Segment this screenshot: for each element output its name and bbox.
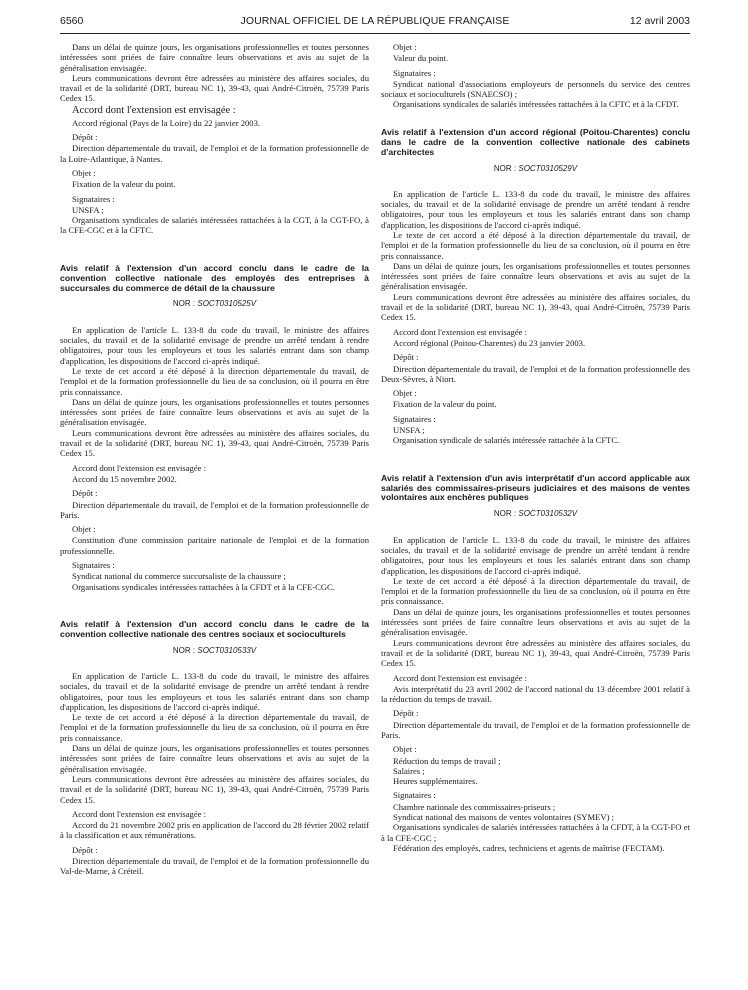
paragraph: Le texte de cet accord a été déposé à la direction départementale du travail, de l'emploi et de la formation professionnelle du lieu de sa conclusion, où il pourra en être pris connaissance. [381, 575, 690, 607]
spacer [381, 110, 690, 128]
paragraph: En application de l'article L. 133-8 du code du travail, le ministre des affaires sociales, du travail et de la solidarité envisage de prendre un arrêté tendant à rendre obligatoires, pour tous les employeurs et tous les salariés entrant dans son champ d'application, les dispositions de l'accord ci-après indiqué. [381, 534, 690, 576]
accord-value: Accord régional (Poitou-Charentes) du 23 janvier 2003. [393, 337, 586, 348]
nor-label: NOR : [493, 163, 517, 173]
paragraph: Dans un délai de quinze jours, les organisations professionnelles et toutes personnes intéressées sont priées de faire connaître leurs observations et avis au sujet de la généralisation envisagée. [60, 743, 369, 774]
objet-value: Salaires ; [393, 765, 425, 776]
objet-label: Objet : [72, 167, 96, 178]
depot-label: Dépôt : [72, 132, 98, 143]
nor-reference [60, 299, 369, 309]
accord-value: Avis interprétatif du 23 avril 2002 de l'accord national du 13 décembre 2001 relatif à la réduction du temps de travail. [381, 683, 690, 705]
avis-commissaires-priseurs [381, 474, 690, 854]
depot-value: Direction départementale du travail, de l'emploi et de la formation professionnelle de Paris. [381, 719, 690, 740]
objet-label: Objet : [393, 42, 417, 52]
page-number: 6560 [60, 15, 84, 27]
right-column [381, 42, 690, 853]
objet-value: Constitution d'une commission paritaire nationale de l'emploi et de la formation professionnelle. [60, 535, 369, 556]
signataire: Organisations syndicales de salariés intéressées rattachées à la CFTC et à la CFDT. [393, 99, 679, 110]
signataire: Organisations syndicales de salariés intéressées rattachées à la CGT, à la CGT-FO, à la CFE-CGC et à la CFTC. [60, 215, 369, 236]
objet-label: Objet : [72, 524, 96, 535]
nor-reference [381, 509, 690, 519]
signataire: Syndicat national des maisons de ventes volontaires (SYMEV) ; [393, 812, 615, 823]
objet-value: Réduction du temps de travail ; [393, 755, 501, 766]
avis-chaussure [60, 264, 369, 592]
depot-value: Direction départementale du travail, de l'emploi et de la formation professionnelle du Val-de-Marne, à Créteil. [60, 856, 369, 877]
continued-notice [381, 42, 690, 110]
paragraph: Dans un délai de quinze jours, les organisations professionnelles et toutes personnes intéressées sont priées de faire connaître leurs observations et avis au sujet de la généralisation envisagée. [60, 396, 369, 428]
signataires-label: Signataires : [393, 67, 436, 78]
accord-label: Accord dont l'extension est envisagée : [72, 462, 206, 473]
depot-label: Dépôt : [393, 352, 419, 363]
spacer [381, 446, 690, 474]
signataires-label: Signataires : [72, 193, 115, 204]
paragraph: Le texte de cet accord a été déposé à la direction départementale du travail, de l'emploi et de la formation professionnelle du lieu de sa conclusion, où il pourra en être pris connaissance. [60, 365, 369, 397]
issue-date: 12 avril 2003 [629, 15, 690, 27]
objet-value: Heures supplémentaires. [393, 776, 478, 787]
signataire: Syndicat national du commerce succursaliste de la chaussure ; [72, 571, 286, 582]
paragraph: Dans un délai de quinze jours, les organisations professionnelles et toutes personnes intéressées sont priées de faire connaître leurs observations et avis au sujet de la généralisation envisagée. [60, 42, 369, 73]
accord-label: Accord dont l'extension est envisagée : [72, 808, 206, 819]
paragraph: Dans un délai de quinze jours, les organisations professionnelles et toutes personnes intéressées sont priées de faire connaître leurs observations et avis au sujet de la généralisation envisagée. [381, 260, 690, 292]
avis-title: Avis relatif à l'extension d'un accord conclu dans le cadre de la convention collective nationale des employés des entreprises à succursales du commerce de détail de la chaussure [60, 262, 369, 293]
journal-title: JOURNAL OFFICIEL DE LA RÉPUBLIQUE FRANÇAISE [240, 15, 510, 27]
depot-value: Direction départementale du travail, de l'emploi et de la formation professionnelle des Deux-Sèvres, à Niort. [381, 363, 690, 384]
paragraph: Leurs communications devront être adressées au ministère des affaires sociales, du travail et de la solidarité (DRT, bureau NC 1), 39-43, quai André-Citroën, 75739 Paris Cedex 15. [381, 637, 690, 669]
signataire: Syndicat national d'associations employeurs de personnels du service des centres sociaux et socioculturels (SNAECSO) ; [381, 78, 690, 100]
paragraph: En application de l'article L. 133-8 du code du travail, le ministre des affaires sociales, du travail et de la solidarité envisage de prendre un arrêté tendant à rendre obligatoires, pour tous les employeurs et tous les salariés entrant dans son champ d'application, les dispositions de l'accord ci-après indiqué. [60, 671, 369, 712]
nor-code: SOCT0310533V [197, 645, 257, 655]
paragraph: Leurs communications devront être adressées au ministère des affaires sociales, du travail et de la solidarité (DRT, bureau NC 1), 39-43, quai André-Citroën, 75739 Paris Cedex 15. [60, 427, 369, 459]
signataire: Organisations syndicales intéressées rattachées à la CFDT et à la CFE-CGC. [72, 581, 335, 592]
spacer [60, 236, 369, 264]
signataire: UNSFA ; [393, 425, 425, 436]
objet-value: Fixation de la valeur du point. [72, 179, 176, 190]
header-rule [60, 33, 690, 34]
nor-code: SOCT0310529V [518, 163, 578, 173]
signataire: Fédération des employés, cadres, techniciens et agents de maîtrise (FECTAM). [393, 842, 665, 853]
signataire: UNSFA ; [72, 204, 104, 215]
paragraph: Leurs communications devront être adressées au ministère des affaires sociales, du travail et de la solidarité (DRT, bureau NC 1), 39-43, quai André-Citroën, 75739 Paris Cedex 15. [60, 72, 369, 104]
paragraph: En application de l'article L. 133-8 du code du travail, le ministre des affaires sociales, du travail et de la solidarité envisage de prendre un arrêté tendant à rendre obligatoires, pour tous les employeurs et tous les salariés entrant dans son champ d'application, les dispositions de l'accord ci-après indiqué. [60, 324, 369, 366]
avis-title: Avis relatif à l'extension d'un avis interprétatif d'un accord applicable aux salariés des commissaires-priseurs judiciaires et des maisons de ventes volontaires aux enchères publiques [381, 472, 690, 503]
paragraph: Le texte de cet accord a été déposé à la direction départementale du travail, de l'emploi et de la formation professionnelle du lieu de sa conclusion, où il pourra en être pris connaissance. [381, 229, 690, 261]
signataire: Organisation syndicale de salariés intéressée rattachée à la CFTC. [393, 435, 620, 446]
paragraph: Dans un délai de quinze jours, les organisations professionnelles et toutes personnes intéressées sont priées de faire connaître leurs observations et avis au sujet de la généralisation envisagée. [381, 606, 690, 638]
objet-value: Fixation de la valeur du point. [393, 399, 497, 410]
objet-label: Objet : [393, 388, 417, 399]
accord-value: Accord du 21 novembre 2002 pris en application de l'accord du 28 février 2002 relatif à la classification et aux rémunérations. [60, 820, 369, 841]
depot-value: Direction départementale du travail, de l'emploi et de la formation professionnelle de la Loire-Atlantique, à Nantes. [60, 143, 369, 164]
page-header [60, 12, 690, 28]
continued-notice [60, 42, 369, 236]
signataires-label: Signataires : [393, 413, 436, 424]
nor-reference [381, 164, 690, 174]
depot-label: Dépôt : [72, 844, 98, 855]
signataire: Chambre nationale des commissaires-priseurs ; [393, 801, 556, 812]
accord-value: Accord régional (Pays de la Loire) du 22 janvier 2003. [72, 117, 261, 128]
nor-code: SOCT0310532V [518, 509, 578, 519]
nor-label: NOR : [172, 645, 196, 655]
accord-label: Accord dont l'extension est envisagée : [72, 104, 236, 116]
depot-label: Dépôt : [72, 488, 98, 499]
signataires-label: Signataires : [72, 560, 115, 570]
spacer [60, 592, 369, 620]
left-column [60, 42, 369, 877]
accord-label: Accord dont l'extension est envisagée : [393, 672, 527, 683]
paragraph: En application de l'article L. 133-8 du code du travail, le ministre des affaires sociales, du travail et de la solidarité envisage de prendre un arrêté tendant à rendre obligatoires, pour tous les employeurs et tous les salariés entrant dans son champ d'application, les dispositions de l'accord ci-après indiqué. [381, 188, 690, 230]
signataires-label: Signataires : [393, 790, 436, 801]
nor-label: NOR : [172, 299, 196, 309]
avis-title: Avis relatif à l'extension d'un accord conclu dans le cadre de la convention collective nationale des centres sociaux et socioculturels [60, 618, 369, 639]
paragraph: Leurs communications devront être adressées au ministère des affaires sociales, du travail et de la solidarité (DRT, bureau NC 1), 39-43, quai André-Citroën, 75739 Paris Cedex 15. [381, 291, 690, 323]
nor-label: NOR : [493, 509, 517, 519]
paragraph: Le texte de cet accord a été déposé à la direction départementale du travail, de l'emploi et de la formation professionnelle du lieu de sa conclusion, où il pourra en être pris connaissance. [60, 712, 369, 743]
accord-label: Accord dont l'extension est envisagée : [393, 326, 527, 337]
avis-title: Avis relatif à l'extension d'un accord régional (Poitou-Charentes) conclu dans le cadre de la convention collective nationale des cabinets d'architectes [381, 126, 690, 157]
avis-centres-sociaux [60, 620, 369, 877]
nor-reference [60, 646, 369, 656]
nor-code: SOCT0310525V [197, 299, 257, 309]
depot-value: Direction départementale du travail, de l'emploi et de la formation professionnelle de Paris. [60, 499, 369, 520]
depot-label: Dépôt : [393, 708, 419, 719]
paragraph: Leurs communications devront être adressées au ministère des affaires sociales, du travail et de la solidarité (DRT, bureau NC 1), 39-43, quai André-Citroën, 75739 Paris Cedex 15. [60, 773, 369, 805]
avis-architectes [381, 128, 690, 446]
signataire: Organisations syndicales de salariés intéressées rattachées à la CFDT, à la CGT-FO et à la CFE-CGC ; [381, 822, 690, 843]
objet-value: Valeur du point. [393, 53, 449, 64]
objet-label: Objet : [393, 744, 417, 755]
accord-value: Accord du 15 novembre 2002. [72, 473, 177, 484]
